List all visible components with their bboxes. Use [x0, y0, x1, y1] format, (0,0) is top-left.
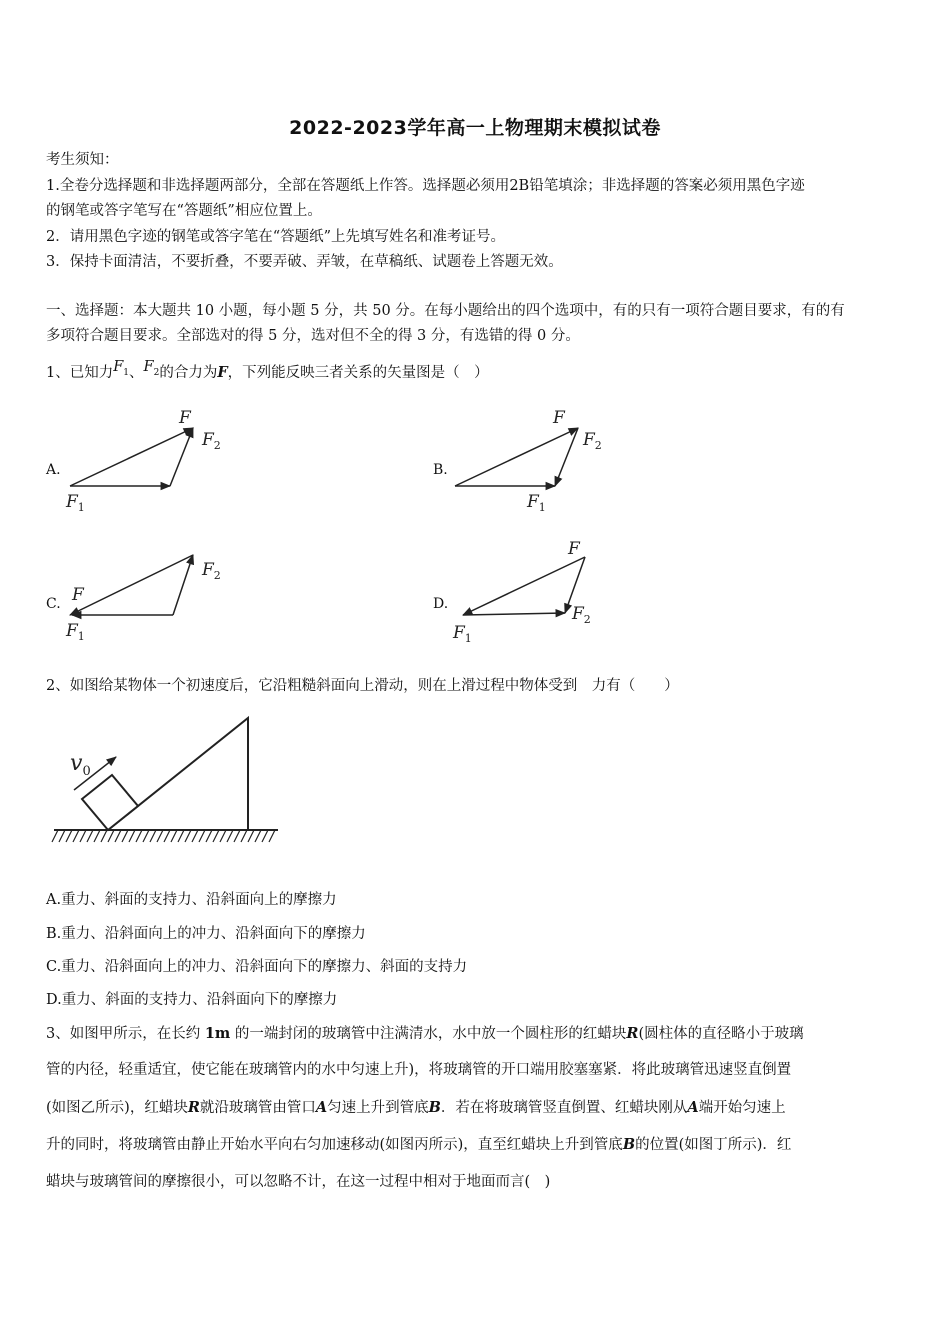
ground-hatching: [52, 830, 275, 842]
notice-item-3: 3．保持卡面清洁，不要折叠，不要弄破、弄皱，在草稿纸、试题卷上答题无效。: [46, 254, 563, 270]
q1-sep: 、: [129, 365, 144, 381]
q3-length-value: 1m: [204, 1025, 231, 1042]
q3-l3-text-d: ．若在将玻璃管竖直倒置、红蜡块刚从: [440, 1100, 688, 1116]
q1-f2-sub: 2: [153, 367, 160, 378]
q3-l3-text-b: 就沿玻璃管由管口: [199, 1100, 316, 1116]
velocity-label: $v_0$: [70, 751, 91, 779]
q1c-f1-vector: [70, 555, 193, 615]
q3-l1-text-c: (圆柱体的直径略小于玻璃: [638, 1026, 804, 1042]
q3-l1-text-b: 的一端封闭的玻璃管中注满清水，水中放一个圆柱形的红蜡块: [234, 1026, 627, 1042]
q1a-label-f1: $F_1$: [66, 492, 85, 514]
q3-line-5: 蜡块与玻璃管间的摩擦很小，可以忽略不计，在这一过程中相对于地面而言( ): [46, 1174, 551, 1190]
q1c-label-f: F: [72, 585, 84, 605]
q3-l3-text-e: 端开始匀速上: [698, 1100, 786, 1116]
notice-item-2: 2．请用黑色字迹的钢笔或答字笔在“答题纸”上先填写姓名和准考证号。: [46, 229, 506, 245]
q1a-label-f: F: [179, 408, 191, 428]
q3-b-symbol-2: B: [622, 1136, 636, 1153]
q1-stem: [46, 359, 489, 389]
q1-f2-symbol: [143, 359, 160, 378]
q1-f-symbol: F: [217, 364, 228, 381]
q1d-label-f: F: [568, 539, 580, 559]
q1c-label-f2: $F_2$: [202, 560, 221, 582]
q1b-label-f: F: [553, 408, 565, 428]
q2-stem: 2、如图给某物体一个初速度后，它沿粗糙斜面向上滑动，则在上滑过程中物体受到 力有（ ）: [46, 678, 679, 694]
q1-f1-sub: 1: [123, 367, 130, 378]
q2-option-a[interactable]: A.重力、斜面的支持力、沿斜面向上的摩擦力: [46, 892, 337, 908]
q1-option-d-diagram: [445, 535, 615, 655]
q3-l3-text-a: (如图乙所示)，红蜡块: [46, 1100, 188, 1116]
section-instructions-line-1: 一、选择题：本大题共 10 小题，每小题 5 分，共 50 分。在每小题给出的四个选项中，有的只有一项符合题目要求，有的有: [46, 303, 845, 319]
q3-line-4: [46, 1135, 791, 1155]
q1-option-b-letter[interactable]: B.: [433, 462, 448, 478]
q1-option-c-letter[interactable]: C.: [46, 596, 61, 612]
q3-l4-text-b: 的位置(如图丁所示)．红: [635, 1137, 792, 1153]
q3-l3-text-c: 匀速上升到管底: [327, 1100, 429, 1116]
q2-option-c[interactable]: C.重力、沿斜面向上的冲力、沿斜面向下的摩擦力、斜面的支持力: [46, 959, 468, 975]
q2-option-d[interactable]: D.重力、斜面的支持力、沿斜面向下的摩擦力: [46, 992, 338, 1008]
notice-heading: 考生须知：: [46, 152, 119, 168]
q1d-label-f2: $F_2$: [572, 604, 591, 626]
q2-incline-diagram: [50, 712, 290, 857]
section-instructions-line-2: 多项符合题目要求。全部选对的得 5 分，选对但不全的得 3 分，有选错的得 0 分。: [46, 328, 580, 344]
q2-option-b[interactable]: B.重力、沿斜面向上的冲力、沿斜面向下的摩擦力: [46, 926, 366, 942]
q1-suffix: ，下列能反映三者关系的矢量图是（ ）: [227, 365, 489, 381]
q1d-f-vector: [463, 613, 565, 615]
q1-f1-letter: F: [113, 359, 124, 375]
q1-option-b-diagram: [445, 400, 615, 520]
q1a-f-vector: [70, 428, 193, 486]
q1-f2-letter: F: [143, 359, 154, 375]
q3-line-3: [46, 1098, 786, 1118]
notice-item-1: 1.全卷分选择题和非选择题两部分，全部在答题纸上作答。选择题必须用2B铅笔填涂；非选择题的答案必须用黑色字迹: [46, 178, 805, 194]
q1-option-a-diagram: [60, 400, 230, 520]
q1-f1-symbol: [113, 359, 130, 378]
q3-a-symbol-2: A: [687, 1099, 699, 1116]
q3-a-symbol: A: [315, 1099, 328, 1116]
q1b-label-f2: $F_2$: [583, 430, 602, 452]
q1a-label-f2: $F_2$: [202, 430, 221, 452]
q1-option-c-diagram: [60, 535, 230, 655]
q3-r-symbol-2: R: [187, 1099, 200, 1116]
q1-mid: 的合力为: [159, 365, 218, 381]
q3-r-symbol: R: [626, 1025, 639, 1042]
page-title: 2022-2023学年高一上物理期末模拟试卷: [289, 117, 661, 139]
q3-l1-text-a: 3、如图甲所示，在长约: [46, 1026, 201, 1042]
q3-line-1: [46, 1024, 804, 1044]
notice-item-1-cont: 的钢笔或答字笔写在“答题纸”相应位置上。: [46, 203, 322, 219]
q1-prefix: 1、已知力: [46, 365, 114, 381]
q1b-f-vector: [455, 428, 578, 486]
q3-l4-text-a: 升的同时，将玻璃管由静止开始水平向右匀加速移动(如图丙所示)，直至红蜡块上升到管底: [46, 1137, 623, 1153]
sliding-block: [82, 775, 138, 830]
q3-b-symbol: B: [428, 1099, 441, 1116]
q1-option-a-letter[interactable]: A.: [46, 462, 61, 478]
q1b-label-f1: $F_1$: [527, 492, 546, 514]
q3-line-2: 管的内径，轻重适宜，使它能在玻璃管内的水中匀速上升)，将玻璃管的开口端用胶塞塞紧．将此玻璃管迅速竖直倒置: [46, 1062, 792, 1078]
q1c-label-f1: $F_1$: [66, 621, 85, 643]
q1d-label-f1: $F_1$: [453, 623, 472, 645]
q1-option-d-letter[interactable]: D.: [433, 596, 449, 612]
